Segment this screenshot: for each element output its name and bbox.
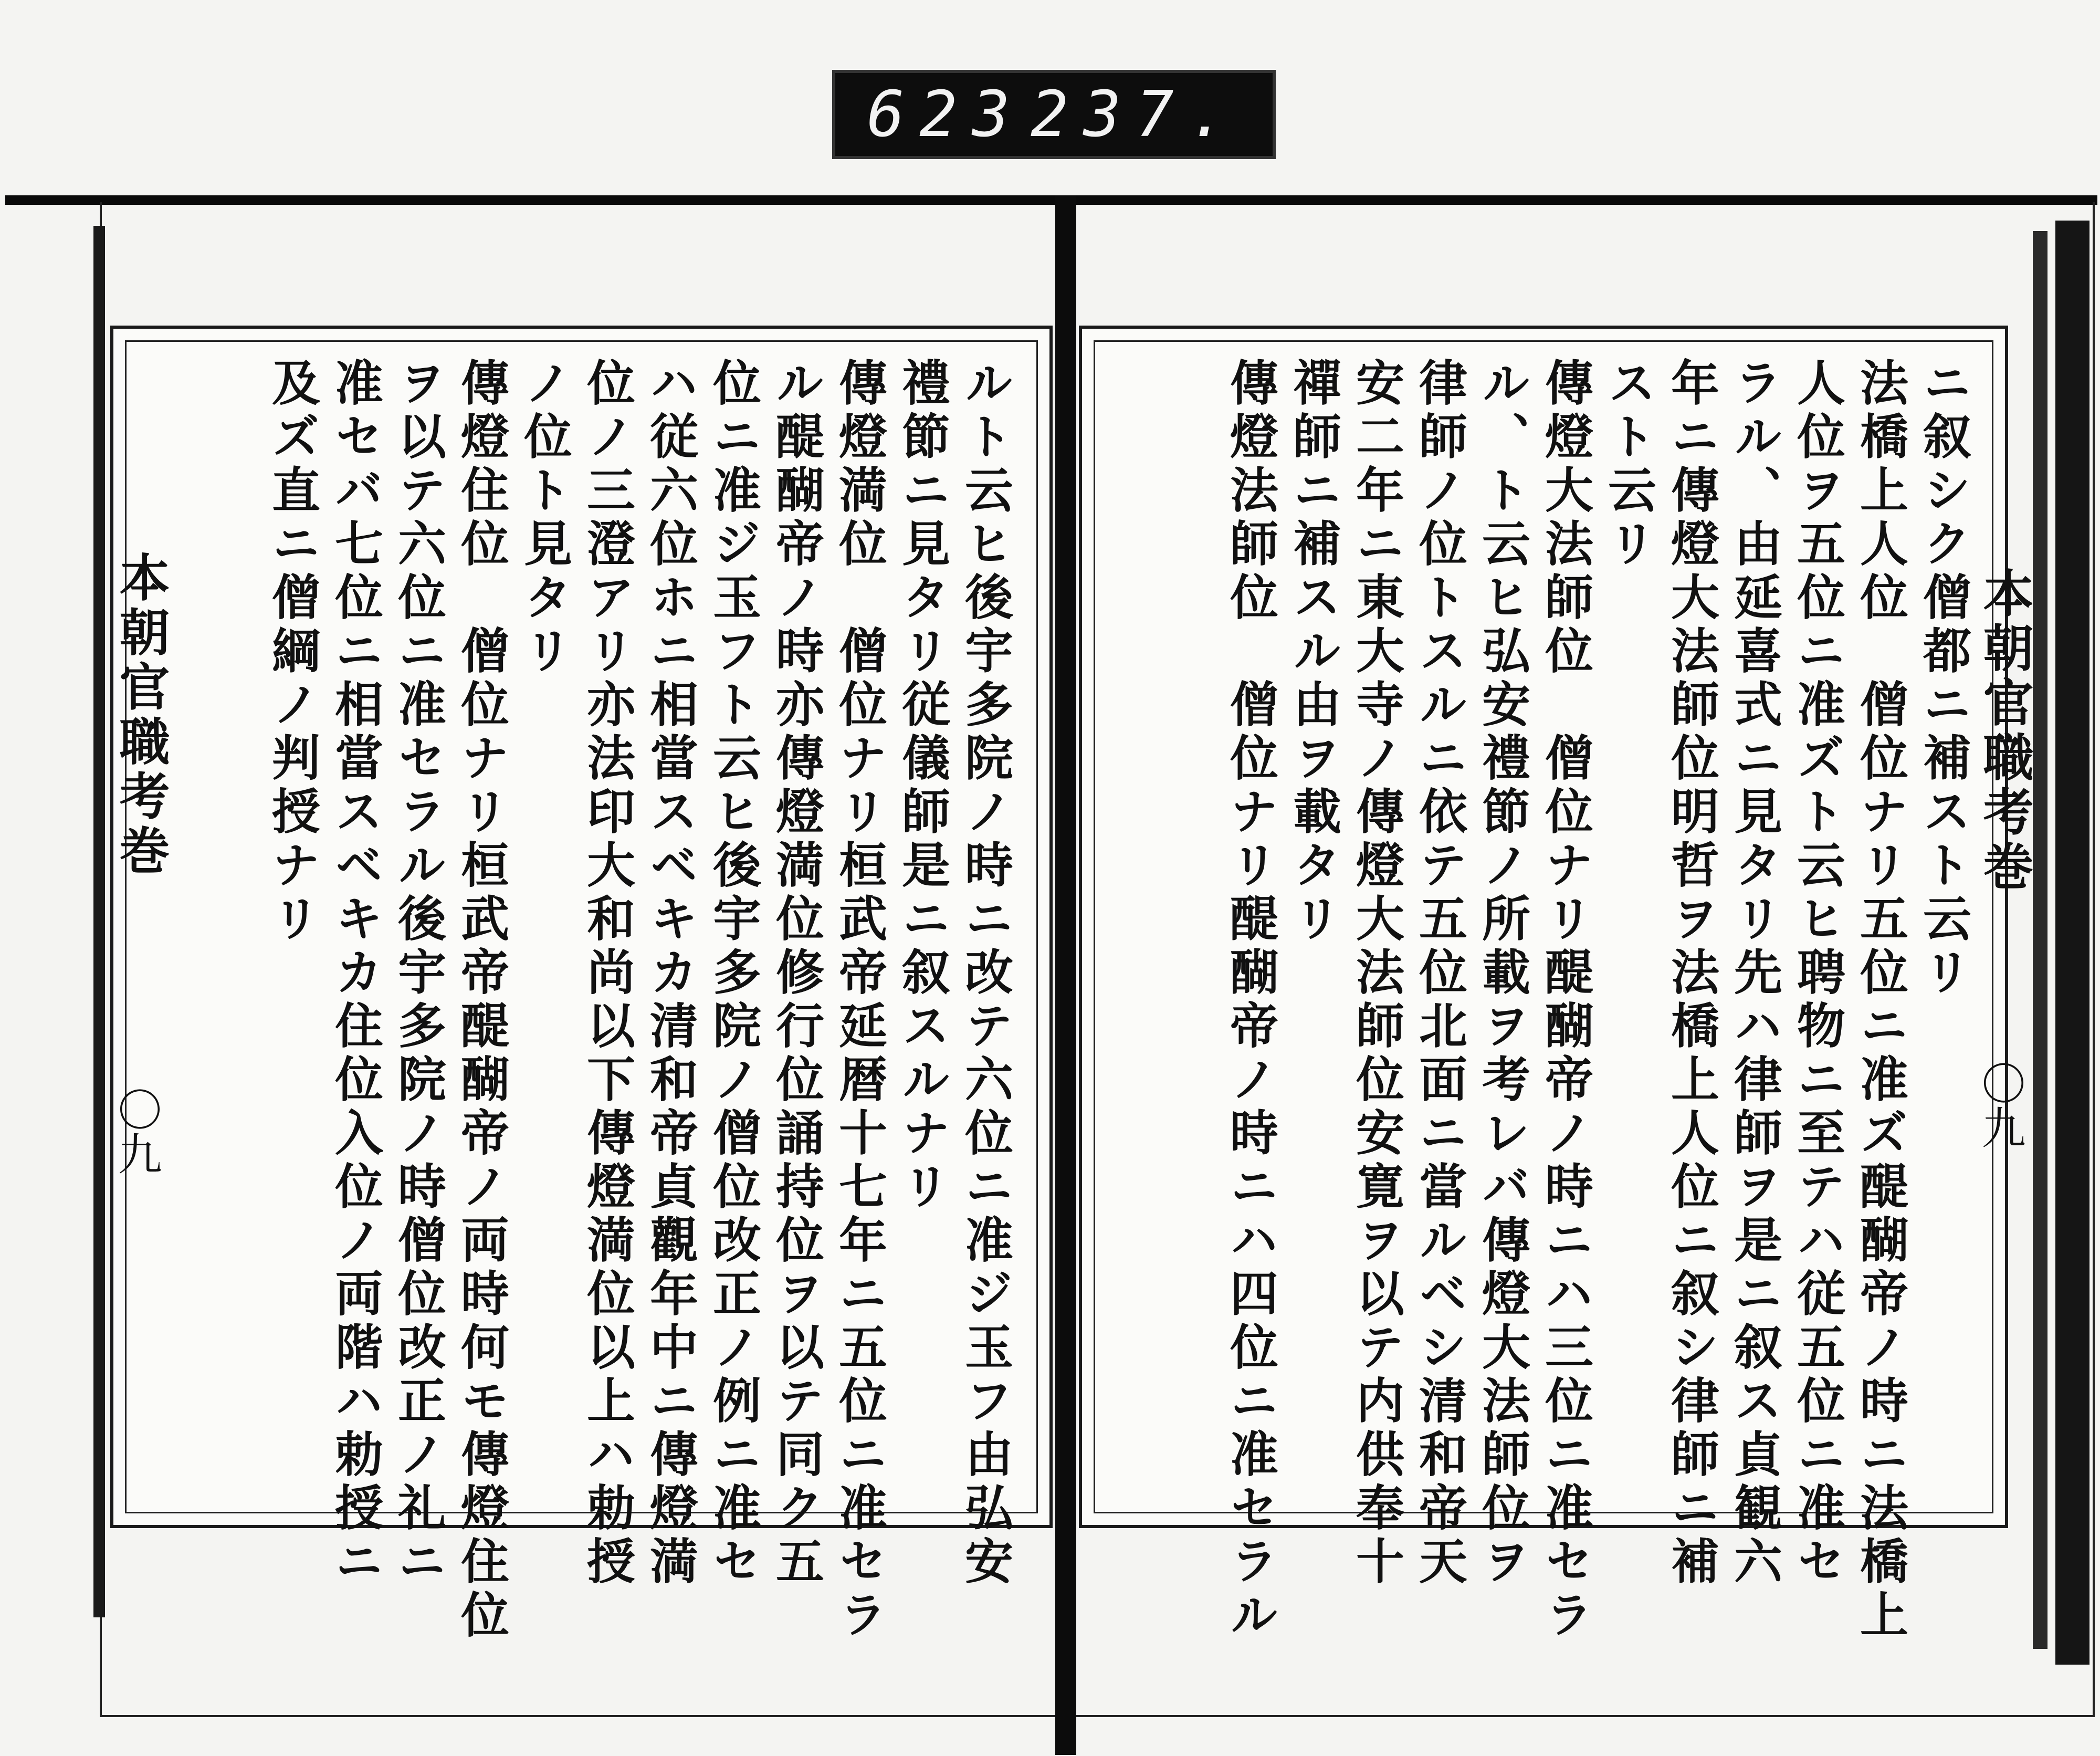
running-title-left: 本朝官職考巻	[111, 551, 171, 879]
text-column: 禮節ニ見タリ従儀師是ニ叙スルナリ	[894, 358, 951, 1215]
text-column: ラル、由延喜式ニ見タリ先ハ律師ヲ是ニ叙ス貞観六	[1726, 358, 1783, 1590]
text-column: スト云リ	[1600, 358, 1657, 572]
text-column: 傳燈法師位 僧位ナリ醍醐帝ノ時ニハ四位ニ准セラル	[1222, 358, 1279, 1643]
text-column: 准セバ七位ニ相當スベキカ住位入位ノ両階ハ勅授ニ	[327, 358, 384, 1590]
microfilm-frame-stamp	[832, 70, 1276, 159]
leaf-number-left: 〇九	[111, 1087, 162, 1175]
text-column: 位ニ准ジ玉フト云ヒ後宇多院ノ僧位改正ノ例ニ准セ	[705, 358, 762, 1590]
right-page-text-frame	[1094, 340, 1993, 1643]
text-column: 安二年ニ東大寺ノ傳燈大法師位安寛ヲ以テ内供奉十	[1348, 358, 1405, 1590]
text-column: 禪師ニ補スル由ヲ載タリ	[1285, 358, 1342, 947]
text-column: ル醍醐帝ノ時亦傳燈満位修行位誦持位ヲ以テ同ク五	[768, 358, 825, 1590]
text-column: 律師ノ位トスルニ依テ五位北面ニ當ルベシ清和帝天	[1411, 358, 1468, 1590]
frame-number: 237.	[1031, 78, 1241, 151]
text-column: 傳燈大法師位 僧位ナリ醍醐帝ノ時ニハ三位ニ准セラ	[1537, 358, 1594, 1643]
left-page	[110, 326, 1053, 1643]
left-page-text-frame	[125, 340, 1038, 1643]
text-column: ハ従六位ホニ相當スベキカ清和帝貞觀年中ニ傳燈満	[642, 358, 699, 1590]
reel-number: 623	[867, 78, 1025, 151]
running-title-right: 本朝官職考巻	[1975, 567, 2034, 895]
text-column: 人位ヲ五位ニ准ズト云ヒ聘物ニ至テハ従五位ニ准セ	[1789, 358, 1846, 1590]
book-edge-left	[93, 226, 105, 1617]
text-column: 傳燈住位 僧位ナリ桓武帝醍醐帝ノ両時何モ傳燈住位	[453, 358, 510, 1643]
text-column: ノ位ト見タリ	[516, 358, 573, 679]
text-column: 傳燈満位 僧位ナリ桓武帝延暦十七年ニ五位ニ准セラ	[831, 358, 888, 1643]
text-column: 位ノ三澄アリ亦法印大和尚以下傳燈満位以上ハ勅授	[579, 358, 636, 1590]
book-edge-right	[2055, 221, 2090, 1665]
text-column: ヲ以テ六位ニ准セラル後宇多院ノ時僧位改正ノ礼ニ	[390, 358, 447, 1590]
book-gutter	[1055, 195, 1076, 1755]
leaf-number-right: 〇九	[1975, 1061, 2026, 1149]
book-edge-right-inner	[2033, 231, 2048, 1649]
right-page	[1079, 326, 2008, 1643]
text-column: ルト云ヒ後宇多院ノ時ニ改テ六位ニ准ジ玉フ由弘安	[957, 358, 1014, 1590]
text-column: 年ニ傳燈大法師位明哲ヲ法橋上人位ニ叙シ律師ニ補	[1663, 358, 1720, 1590]
text-column: ニ叙シク僧都ニ補スト云リ	[1915, 358, 1972, 1000]
text-column: ル、ト云ヒ弘安禮節ノ所載ヲ考レバ傳燈大法師位ヲ	[1474, 358, 1531, 1590]
text-column: 法橋上人位 僧位ナリ五位ニ准ズ醍醐帝ノ時ニ法橋上	[1852, 358, 1909, 1643]
text-column: 及ズ直ニ僧綱ノ判授ナリ	[264, 358, 321, 947]
